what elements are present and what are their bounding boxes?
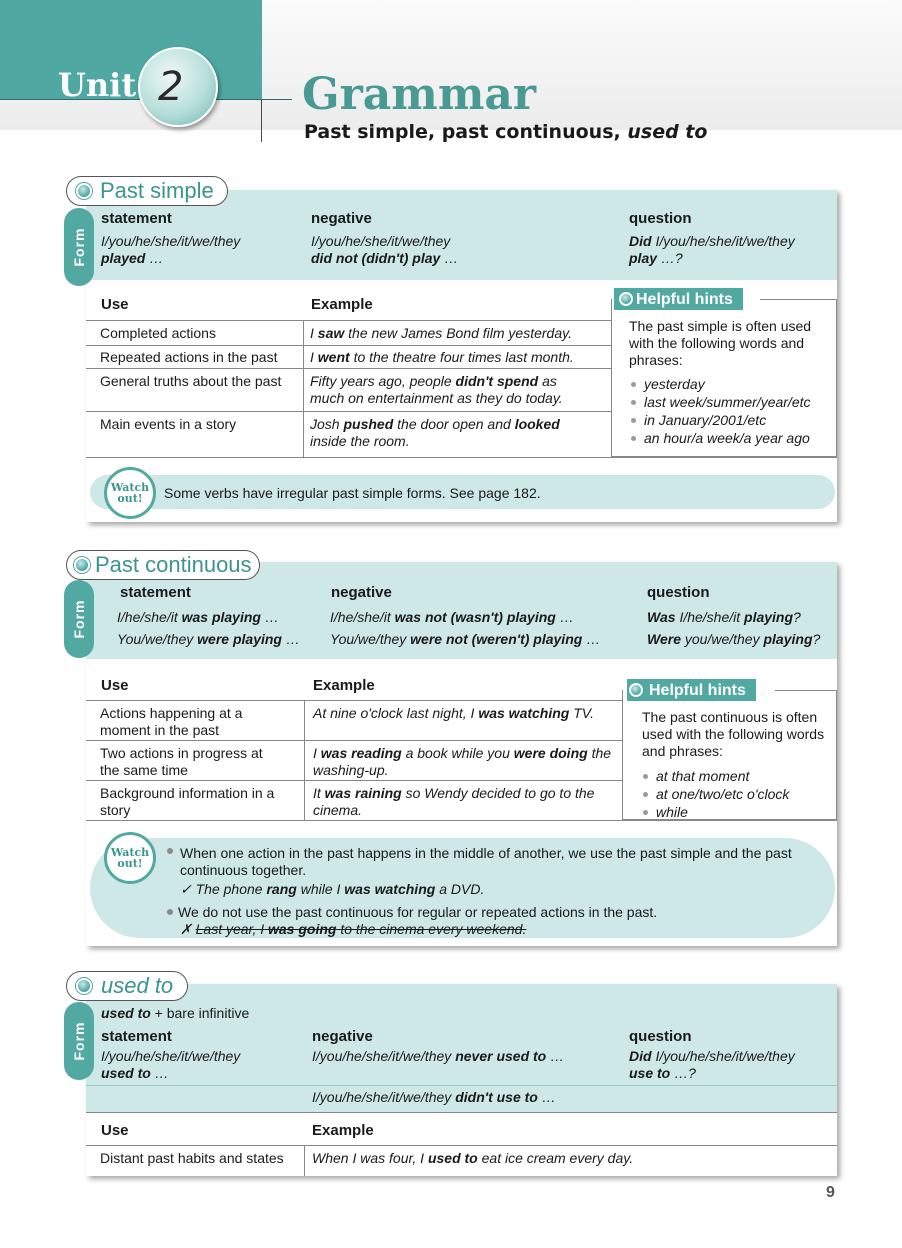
hints-list — [628, 375, 833, 447]
watch-out-example: ✓ The phone rang while I was watching a DVD. — [180, 881, 485, 897]
hint-item: yesterday — [628, 375, 833, 393]
hint-item: last week/summer/year/etc — [628, 393, 833, 411]
example-cell: I went to the theatre four times last month. — [310, 349, 574, 365]
example-cell: When I was four, I used to eat ice cream every day. — [312, 1150, 634, 1166]
watch-out-text: We do not use the past continuous for regular or repeated actions in the past. — [178, 904, 658, 920]
column-header: question — [629, 210, 692, 227]
use-cell: Two actions in progress at the same time — [100, 745, 263, 778]
use-cell: Actions happening at a moment in the past — [100, 705, 243, 738]
divider — [86, 1112, 837, 1113]
page-title: Grammar — [302, 69, 537, 120]
form-question: Did I/you/he/she/it/we/they play …? — [629, 233, 795, 266]
column-header: negative — [311, 210, 372, 227]
check-icon: ✓ — [180, 881, 192, 897]
use-cell: Repeated actions in the past — [100, 349, 278, 365]
section-title: Past continuous — [95, 552, 252, 577]
hint-item: while — [640, 803, 835, 821]
watch-out-example: ✗ Last year, I was going to the cinema every weekend. — [180, 921, 527, 937]
use-cell: Main events in a story — [100, 416, 237, 432]
example-header: Example — [313, 677, 375, 694]
watch-out-text: When one action in the past happens in the middle of another, we use the past simple and the past continuous together. — [180, 845, 792, 878]
form-statement: You/we/they were playing … — [117, 631, 300, 647]
column-header: statement — [101, 1028, 172, 1045]
helpful-hints-tag: Helpful hints — [614, 288, 743, 310]
helpful-hints-tag: Helpful hints — [627, 679, 756, 701]
form-statement: I/you/he/she/it/we/they played … — [101, 233, 241, 266]
bullet-icon — [167, 848, 173, 854]
use-cell: General truths about the past — [100, 373, 282, 389]
bullet-icon — [74, 557, 90, 573]
hint-item: in January/2001/etc — [628, 411, 833, 429]
divider — [86, 345, 611, 346]
unit-number: 2 — [158, 64, 184, 110]
hint-item: an hour/a week/a year ago — [628, 429, 833, 447]
bullet-icon — [76, 183, 92, 199]
bullet-icon — [629, 683, 643, 697]
divider — [86, 1085, 837, 1086]
hint-item: at one/two/etc o'clock — [640, 785, 835, 803]
form-negative: I/you/he/she/it/we/they didn't use to … — [312, 1089, 556, 1105]
column-header: statement — [120, 584, 191, 601]
section-title: used to — [101, 973, 174, 998]
divider — [261, 100, 262, 142]
use-header: Use — [101, 1122, 129, 1139]
section-title: Past simple — [100, 178, 214, 203]
hints-list — [640, 767, 835, 821]
unit-label: Unit — [58, 66, 137, 104]
form-negative: You/we/they were not (weren't) playing … — [330, 631, 601, 647]
example-cell: I was reading a book while you were doing the washing-up. — [313, 745, 612, 778]
divider — [304, 1145, 305, 1176]
page-number: 9 — [826, 1184, 835, 1201]
example-header: Example — [311, 296, 373, 313]
form-tab: Form — [64, 580, 94, 658]
divider — [304, 700, 305, 820]
divider — [760, 299, 837, 300]
form-negative: I/you/he/she/it/we/they never used to … — [312, 1048, 565, 1064]
page-subtitle: Past simple, past continuous, used to — [304, 121, 708, 143]
divider — [86, 368, 611, 369]
use-header: Use — [101, 677, 129, 694]
example-cell: It was raining so Wendy decided to go to the cinema. — [313, 785, 595, 818]
column-header: negative — [312, 1028, 373, 1045]
column-header: question — [647, 584, 710, 601]
form-question: Did I/you/he/she/it/we/they use to …? — [629, 1048, 795, 1081]
form-negative: I/he/she/it was not (wasn't) playing … — [330, 609, 574, 625]
form-statement: I/he/she/it was playing … — [117, 609, 279, 625]
form-question: Were you/we/they playing? — [647, 631, 821, 647]
bullet-icon — [619, 292, 633, 306]
column-header: statement — [101, 210, 172, 227]
form-negative: I/you/he/she/it/we/they did not (didn't) play … — [311, 233, 459, 266]
cross-icon: ✗ — [180, 921, 192, 937]
example-cell: Fifty years ago, people didn't spend as much on entertainment as they do today. — [310, 373, 563, 406]
divider — [303, 320, 304, 457]
divider — [86, 320, 611, 321]
divider — [86, 700, 622, 701]
watch-out-badge: Watch out! — [104, 832, 156, 884]
bullet-icon — [76, 978, 92, 994]
form-question: Was I/he/she/it playing? — [647, 609, 801, 625]
divider — [86, 780, 622, 781]
use-cell: Background information in a story — [100, 785, 275, 818]
divider — [86, 457, 837, 458]
divider — [86, 411, 611, 412]
form-rule: used to + bare infinitive — [101, 1005, 250, 1021]
example-cell: At nine o'clock last night, I was watching TV. — [313, 705, 594, 721]
example-cell: Josh pushed the door open and looked inside the room. — [310, 416, 560, 449]
column-header: negative — [331, 584, 392, 601]
divider — [86, 1145, 837, 1146]
form-tab: Form — [64, 208, 94, 286]
bullet-icon — [167, 909, 173, 915]
form-statement: I/you/he/she/it/we/they used to … — [101, 1048, 241, 1081]
form-tab: Form — [64, 1002, 94, 1080]
hints-intro: The past continuous is often used with the following words and phrases: — [642, 709, 825, 759]
watch-out-text: Some verbs have irregular past simple forms. See page 182. — [164, 485, 541, 501]
use-cell: Completed actions — [100, 325, 216, 341]
divider — [86, 740, 622, 741]
watch-out-badge: Watch out! — [104, 467, 156, 519]
hints-intro: The past simple is often used with the following words and phrases: — [629, 318, 812, 368]
example-header: Example — [312, 1122, 374, 1139]
use-cell: Distant past habits and states — [100, 1150, 284, 1166]
hint-item: at that moment — [640, 767, 835, 785]
example-cell: I saw the new James Bond film yesterday. — [310, 325, 572, 341]
use-header: Use — [101, 296, 129, 313]
divider — [775, 690, 837, 691]
column-header: question — [629, 1028, 692, 1045]
